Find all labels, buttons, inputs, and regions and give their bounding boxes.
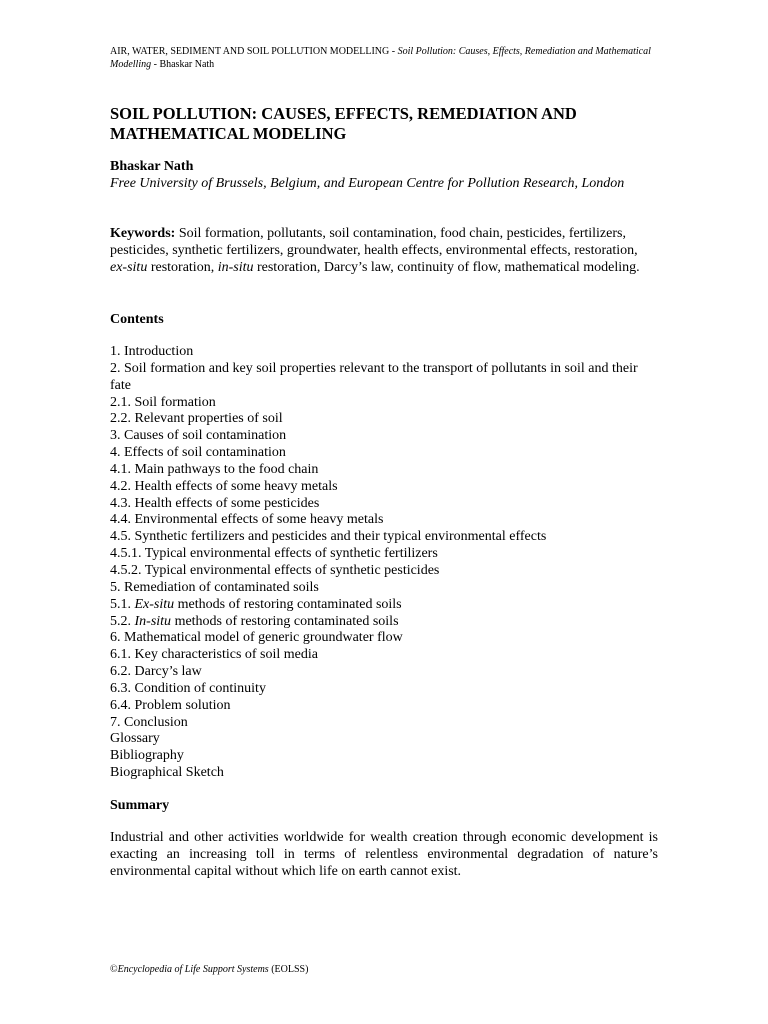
- footer-abbreviation: (EOLSS): [268, 964, 309, 975]
- toc-item: [110, 614, 658, 631]
- summary-paragraph: Industrial and other activities worldwide for wealth creation through economic development is exacting an increasing toll in terms of relentless environmental degradation of nature’s environmental capital without which life on earth cannot exist.: [110, 830, 658, 879]
- keywords-paragraph: [110, 226, 658, 276]
- keywords-italic-2: in-situ: [217, 259, 254, 275]
- toc-item-text: Synthetic fertilizers and pesticides and their typical environmental effects: [134, 529, 547, 545]
- toc-item-number: 7.: [110, 714, 121, 730]
- toc-item-number: 5.: [110, 579, 121, 595]
- author-block: [110, 159, 658, 192]
- toc-item-text: Darcy’s law: [134, 664, 202, 680]
- author-affiliation: Free University of Brussels, Belgium, and European Centre for Pollution Research, London: [110, 175, 625, 191]
- table-of-contents: [110, 344, 658, 782]
- keywords-label: Keywords:: [110, 226, 176, 241]
- toc-item-text: Relevant properties of soil: [134, 411, 283, 427]
- running-header-separator: -: [389, 46, 398, 57]
- toc-item: [110, 765, 658, 782]
- toc-item-number: 4.: [110, 445, 121, 461]
- toc-item-number: 2.1.: [110, 394, 131, 410]
- footer-publication: Encyclopedia of Life Support Systems: [117, 964, 269, 975]
- toc-item-text: Glossary: [110, 731, 160, 747]
- toc-item-number: 4.2.: [110, 478, 131, 494]
- toc-item-number: 5.1.: [110, 596, 131, 612]
- running-header-separator-2: -: [151, 59, 160, 70]
- toc-item-number: 6.1.: [110, 647, 131, 663]
- toc-item-number: 2.2.: [110, 411, 131, 427]
- toc-item-text: Environmental effects of some heavy metals: [134, 512, 384, 528]
- toc-item-text: Problem solution: [134, 697, 231, 713]
- toc-item: [110, 411, 658, 428]
- document-title: SOIL POLLUTION: CAUSES, EFFECTS, REMEDIATION AND MATHEMATICAL MODELING: [110, 104, 577, 143]
- toc-item-number: 6.: [110, 630, 121, 646]
- toc-item: [110, 512, 658, 529]
- contents-heading: Contents: [110, 312, 164, 327]
- toc-item-text: Condition of continuity: [134, 680, 266, 696]
- toc-item: [110, 630, 658, 647]
- summary-heading: Summary: [110, 798, 170, 813]
- toc-item-text: Mathematical model of generic groundwater flow: [124, 630, 403, 646]
- toc-item: [110, 715, 658, 732]
- toc-item: [110, 563, 658, 580]
- keywords-text-2: restoration,: [147, 259, 218, 275]
- toc-item: [110, 546, 658, 563]
- page-footer: [110, 963, 658, 976]
- toc-item-italic: Ex-situ: [134, 596, 175, 612]
- toc-item-text: Health effects of some heavy metals: [134, 478, 338, 494]
- toc-item-number: 5.2.: [110, 613, 131, 629]
- toc-item-text: Typical environmental effects of synthetic pesticides: [144, 562, 440, 578]
- toc-item-text: Remediation of contaminated soils: [124, 579, 319, 595]
- keywords-text-1: Soil formation, pollutants, soil contamination, food chain, pesticides, fertilizers, pesticides, synthetic fertilizers, groundwater, health effects, environmental effects, restoration,: [110, 226, 638, 258]
- keywords-text-3: restoration, Darcy’s law, continuity of flow, mathematical modeling.: [253, 259, 640, 275]
- toc-item: [110, 428, 658, 445]
- toc-item-number: 4.5.: [110, 529, 131, 545]
- toc-item-number: 3.: [110, 428, 121, 444]
- toc-item: [110, 529, 658, 546]
- running-header-author: Bhaskar Nath: [159, 59, 215, 70]
- toc-item: [110, 479, 658, 496]
- toc-item: [110, 597, 658, 614]
- toc-item-number: 2.: [110, 360, 121, 376]
- toc-item-text: Main pathways to the food chain: [134, 461, 319, 477]
- running-header-chapter: Soil Pollution: Causes, Effects, Remediation and Mathematical Modelling: [110, 46, 651, 70]
- toc-item: [110, 681, 658, 698]
- toc-item: [110, 496, 658, 513]
- toc-item: [110, 344, 658, 361]
- toc-item-number: 6.4.: [110, 697, 131, 713]
- toc-item: [110, 748, 658, 765]
- toc-item-text: Key characteristics of soil media: [134, 647, 318, 663]
- toc-item-text: Bibliography: [110, 748, 184, 764]
- toc-item-text: Soil formation and key soil properties relevant to the transport of pollutants in soil and their fate: [110, 360, 638, 393]
- toc-item: [110, 664, 658, 681]
- toc-item-number: 4.1.: [110, 461, 131, 477]
- toc-item-text: Biographical Sketch: [110, 765, 224, 781]
- author-name: Bhaskar Nath: [110, 159, 194, 174]
- toc-item-text: methods of restoring contaminated soils: [174, 596, 402, 612]
- toc-item-number: 6.2.: [110, 664, 131, 680]
- toc-item: [110, 462, 658, 479]
- toc-item-text: Introduction: [124, 344, 194, 359]
- toc-item-text: Soil formation: [134, 394, 216, 410]
- toc-item-italic: In-situ: [134, 613, 172, 629]
- toc-item-text: methods of restoring contaminated soils: [171, 613, 399, 629]
- keywords-italic-1: ex-situ: [110, 259, 148, 275]
- toc-item-number: 4.5.2.: [110, 562, 142, 578]
- toc-item: [110, 445, 658, 462]
- toc-item: [110, 647, 658, 664]
- toc-item-number: 4.3.: [110, 495, 131, 511]
- toc-item-text: Conclusion: [124, 714, 188, 730]
- toc-item-number: 4.4.: [110, 512, 131, 528]
- toc-item-text: Effects of soil contamination: [124, 445, 286, 461]
- toc-item: [110, 361, 658, 395]
- toc-item-text: Health effects of some pesticides: [134, 495, 320, 511]
- toc-item: [110, 698, 658, 715]
- running-header: [110, 45, 658, 71]
- toc-item-text: Typical environmental effects of synthetic fertilizers: [144, 546, 438, 562]
- running-header-series: AIR, WATER, SEDIMENT AND SOIL POLLUTION MODELLING: [110, 46, 390, 57]
- toc-item-number: 4.5.1.: [110, 546, 142, 562]
- toc-item: [110, 580, 658, 597]
- toc-item: [110, 731, 658, 748]
- footer-copyright-symbol: ©: [110, 964, 118, 975]
- toc-item-number: 6.3.: [110, 680, 131, 696]
- toc-item-number: 1.: [110, 344, 121, 359]
- toc-item-text: Causes of soil contamination: [124, 428, 287, 444]
- toc-item: [110, 395, 658, 412]
